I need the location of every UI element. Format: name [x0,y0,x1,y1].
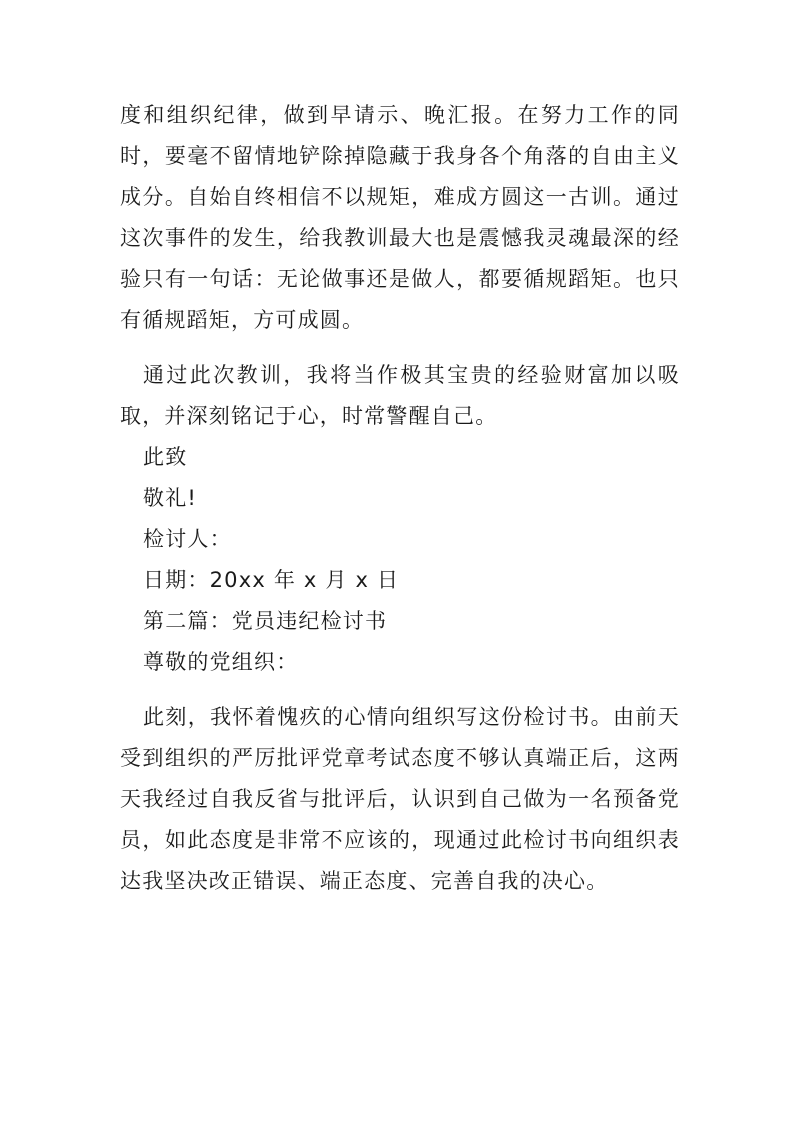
section-heading: 第二篇：党员违纪检讨书 [143,609,388,633]
date-line: 日期：20xx 年 x 月 x 日 [143,568,400,592]
document-body [120,95,680,902]
closing-line-1: 此致 [143,445,188,469]
closing-line-2: 敬礼! [143,486,198,510]
paragraph-lesson: 通过此次教训，我将当作极其宝贵的经验财富加以吸取，并深刻铭记于心，时常警醒自己。 [120,363,680,428]
salutation-line: 尊敬的党组织： [143,650,299,674]
signer-line: 检讨人： [143,527,232,551]
paragraph-confession: 此刻，我怀着愧疚的心情向组织写这份检讨书。由前天受到组织的严厉批评党章考试态度不够认真端正后，这两天我经过自我反省与批评后，认识到自己做为一名预备党员，如此态度是非常不应该的，现通过此检讨书向组织表达我坚决改正错误、端正态度、完善自我的决心。 [120,705,680,893]
paragraph-discipline: 度和组织纪律，做到早请示、晚汇报。在努力工作的同时，要毫不留情地铲除掉隐藏于我身各个角落的自由主义成分。自始自终相信不以规矩，难成方圆这一古训。通过这次事件的发生，给我教训最大也是震憾我灵魂最深的经验只有一句话：无论做事还是做人，都要循规蹈矩。也只有循规蹈矩，方可成圆。 [120,103,680,332]
